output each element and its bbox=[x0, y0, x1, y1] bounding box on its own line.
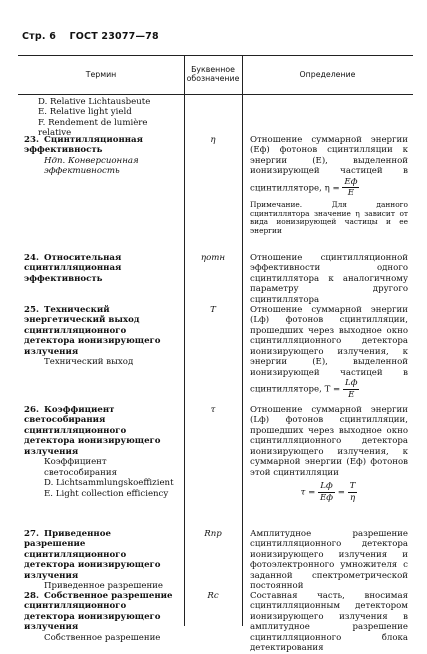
term-synonym: Коэффициент светособирания bbox=[44, 457, 118, 478]
definition-cell bbox=[250, 405, 408, 503]
definition-cell: Амплитудное разрешение сцинтилляционного детектора ионизирующего излучения и фотоэлектронного умножителя с заданной спектрометрической постоянной bbox=[250, 529, 408, 592]
foreign-term: F. Rendement de lumière relative bbox=[38, 117, 148, 139]
term-name: Приведенное разрешение сцинтилляционного детектора ионизирующего излучения bbox=[24, 529, 161, 581]
column-header-definition: Определение bbox=[299, 69, 356, 79]
term-number: 28. bbox=[24, 591, 39, 601]
foreign-term: D. Relative Lichtausbeute bbox=[38, 97, 151, 107]
symbol-cell: ηотн bbox=[200, 253, 226, 263]
term-cell bbox=[18, 529, 174, 592]
definition-cell: Составная часть, вносимая сцинтилляционным детектором ионизирующего излучения в амплитудное разрешение сцинтилляционного блока детектирования bbox=[250, 591, 408, 654]
column-divider bbox=[242, 56, 243, 626]
table-header bbox=[18, 56, 413, 95]
definition-text: Отношение суммарной энергии (Lф) фотонов сцинтилляции, прошедших через выходное окно сцинтилляционного детектора ионизирующего излучения, к энергии (E), выделенной ионизирующей частицей в сцинтилляторе, T = bbox=[250, 305, 408, 395]
term-name: Сцинтилляционная эффективность bbox=[24, 135, 143, 156]
definition-text: Отношение суммарной энергии (Lф) фотонов сцинтилляции, прошедших через выходное окно сцинтилляционного детектора ионизирующего излучения, к суммарной энергии (Eф) фотонов этой сцинтилляции bbox=[250, 405, 408, 478]
symbol-cell: T bbox=[210, 305, 216, 315]
standard-code: ГОСТ 23077—78 bbox=[69, 31, 159, 42]
formula: τ = $\frac{Lф}{Eф}$ = $\frac{T}{\eta}$ bbox=[300, 481, 356, 503]
term-number: 25. bbox=[24, 305, 39, 315]
formula: $\frac{Eф}{E}$ bbox=[344, 176, 358, 199]
definition-cell bbox=[250, 305, 408, 400]
term-cell bbox=[18, 135, 174, 177]
page-header bbox=[22, 31, 169, 43]
term-cell bbox=[18, 591, 174, 643]
term-synonym: Приведенное разрешение bbox=[44, 581, 163, 592]
definition-cell bbox=[250, 135, 408, 236]
definition-text: Отношение суммарной энергии (Eф) фотонов сцинтилляции к энергии (E), выделенной ионизирующей частицей в сцинтилляторе, η = bbox=[250, 135, 408, 194]
symbol-cell: τ bbox=[210, 405, 216, 415]
term-number: 24. bbox=[24, 253, 39, 263]
foreign-term: E. Light collection efficiency bbox=[44, 488, 169, 499]
note-text: Примечание. Для данного сцинтиллятора значение η зависит от вида ионизирующей частицы и ее энергии bbox=[250, 199, 408, 236]
term-name: Технический энергетический выход сцинтилляционного детектора ионизирующего излучения bbox=[24, 305, 161, 357]
term-synonym: Технический выход bbox=[44, 357, 134, 368]
term-number: 26. bbox=[24, 405, 39, 415]
foreign-term: E. Relative light yield bbox=[38, 107, 132, 118]
term-cell bbox=[18, 253, 174, 284]
symbol-cell: Rпр bbox=[204, 529, 222, 539]
symbol-cell: η bbox=[210, 135, 216, 145]
definition-cell: Отношение сцинтилляционной эффективности одного сцинтиллятора к аналогичному параметру другого сцинтиллятора bbox=[250, 253, 408, 305]
term-number: 23. bbox=[24, 135, 39, 145]
term-ndp: Ндп. Конверсионная эффективность bbox=[44, 155, 139, 177]
foreign-term: D. Lichtsammlungskoeffizient bbox=[44, 478, 174, 489]
term-cell bbox=[18, 405, 174, 499]
term-cell bbox=[18, 305, 174, 368]
term-cell bbox=[18, 97, 174, 139]
formula: $\frac{Lф}{E}$ bbox=[345, 378, 358, 400]
term-number: 27. bbox=[24, 529, 39, 539]
term-synonym: Собственное разрешение bbox=[44, 632, 161, 643]
symbol-cell: Rс bbox=[207, 591, 219, 601]
column-header-symbol: Буквенное обозначение bbox=[186, 65, 240, 83]
term-name: Коэффициент светособирания сцинтилляционного детектора ионизирующего излучения bbox=[24, 405, 161, 457]
page-number: Стр. 6 bbox=[22, 31, 57, 42]
terms-table bbox=[18, 55, 413, 654]
term-name: Относительная сцинтилляционная эффективность bbox=[24, 253, 122, 284]
column-header-terms: Термин bbox=[85, 69, 117, 79]
term-name: Собственное разрешение сцинтилляционного детектора ионизирующего излучения bbox=[24, 591, 173, 633]
